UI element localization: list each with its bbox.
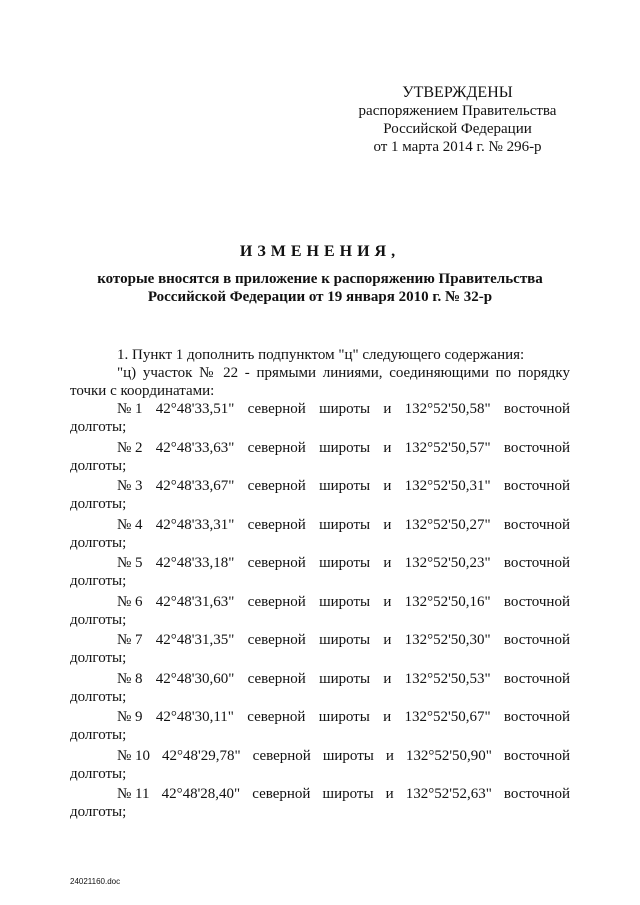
coordinate-item <box>70 400 570 439</box>
intro-paragraph: 1. Пункт 1 дополнить подпунктом "ц" следующего содержания: <box>117 347 525 363</box>
coordinate-tail: долготы; <box>70 496 127 512</box>
latitude-label: широты <box>322 786 374 802</box>
coordinate-tail: долготы; <box>70 534 127 551</box>
latitude-value: 42°48'33,18" <box>155 555 235 571</box>
longitude-word: восточной <box>503 439 570 456</box>
coordinate-line <box>70 593 570 611</box>
coordinate-tail: долготы; <box>70 804 127 820</box>
coordinate-item <box>70 439 570 478</box>
conjunction: и <box>383 516 392 533</box>
document-subtitle <box>70 270 570 306</box>
coordinate-line <box>70 708 570 726</box>
point-number: № 11 <box>117 786 150 802</box>
latitude-label: широты <box>319 632 371 648</box>
latitude-value: 42°48'31,35" <box>155 632 235 648</box>
file-name-footer: 24021160.doc <box>70 877 121 886</box>
coordinate-tail: долготы; <box>70 457 127 474</box>
latitude-word: северной <box>247 516 306 533</box>
latitude-word: северной <box>247 439 306 456</box>
longitude-value: 132°52'50,23" <box>404 555 491 571</box>
subtitle-line-1: которые вносятся в приложение к распоряжению Правительства <box>97 271 543 287</box>
latitude-value: 42°48'29,78" <box>162 747 241 764</box>
point-number: № 4 <box>117 516 143 533</box>
longitude-value: 132°52'50,31" <box>404 478 491 494</box>
point-number: № 6 <box>117 593 143 610</box>
conjunction: и <box>383 593 392 610</box>
longitude-value: 132°52'50,30" <box>404 632 491 648</box>
approval-line-government: Российской Федерации <box>383 121 532 137</box>
point-number: № 9 <box>117 709 143 725</box>
latitude-label: широты <box>319 670 371 687</box>
coordinate-item <box>70 631 570 670</box>
approval-heading: УТВЕРЖДЕНЫ <box>402 84 513 101</box>
longitude-word: восточной <box>503 709 570 725</box>
point-number: № 2 <box>117 439 143 456</box>
latitude-word: северной <box>247 709 306 725</box>
point-number: № 1 <box>117 401 143 417</box>
latitude-value: 42°48'28,40" <box>161 786 241 802</box>
latitude-value: 42°48'33,31" <box>155 516 235 533</box>
latitude-label: широты <box>322 747 374 764</box>
conjunction: и <box>383 555 392 571</box>
latitude-label: широты <box>319 439 371 456</box>
coordinate-item <box>70 670 570 709</box>
latitude-value: 42°48'31,63" <box>155 593 235 610</box>
point-number: № 7 <box>117 632 143 648</box>
coordinate-item <box>70 516 570 555</box>
longitude-word: восточной <box>503 747 570 764</box>
point-number: № 8 <box>117 670 143 687</box>
latitude-word: северной <box>247 593 306 610</box>
coordinate-tail: долготы; <box>70 688 127 705</box>
coordinate-item <box>70 593 570 632</box>
longitude-word: восточной <box>503 401 570 417</box>
approval-line-date: от 1 марта 2014 г. № 296-р <box>373 139 542 155</box>
longitude-value: 132°52'50,67" <box>404 709 491 725</box>
coordinate-tail: долготы; <box>70 727 127 743</box>
conjunction: и <box>383 401 392 417</box>
coordinate-tail: долготы; <box>70 650 127 666</box>
longitude-word: восточной <box>503 632 570 648</box>
latitude-value: 42°48'33,63" <box>155 439 235 456</box>
coordinate-list <box>70 400 570 824</box>
coordinate-item <box>70 785 570 824</box>
coordinate-line <box>70 747 570 765</box>
coordinate-tail: долготы; <box>70 611 127 628</box>
latitude-word: северной <box>247 670 306 687</box>
longitude-value: 132°52'52,63" <box>405 786 492 802</box>
coordinate-item <box>70 554 570 593</box>
longitude-value: 132°52'50,57" <box>404 439 491 456</box>
latitude-word: северной <box>252 747 311 764</box>
coordinate-line <box>70 631 570 649</box>
subtitle-line-2: Российской Федерации от 19 января 2010 г. № 32-р <box>147 289 493 305</box>
latitude-label: широты <box>319 478 371 494</box>
conjunction: и <box>383 632 392 648</box>
coordinate-line <box>70 477 570 495</box>
latitude-label: широты <box>319 401 371 417</box>
latitude-word: северной <box>247 555 306 571</box>
coordinate-item <box>70 747 570 786</box>
longitude-word: восточной <box>503 593 570 610</box>
latitude-label: широты <box>319 555 371 571</box>
coordinate-item <box>70 708 570 747</box>
longitude-value: 132°52'50,90" <box>405 747 492 764</box>
longitude-word: восточной <box>503 786 570 802</box>
longitude-value: 132°52'50,58" <box>404 401 491 417</box>
longitude-word: восточной <box>503 516 570 533</box>
conjunction: и <box>383 670 392 687</box>
longitude-word: восточной <box>503 670 570 687</box>
longitude-value: 132°52'50,27" <box>404 516 491 533</box>
coordinate-item <box>70 477 570 516</box>
latitude-label: широты <box>319 593 371 610</box>
latitude-value: 42°48'33,67" <box>155 478 235 494</box>
document-body <box>70 346 570 824</box>
latitude-word: северной <box>247 632 306 648</box>
coordinate-tail: долготы; <box>70 419 127 435</box>
latitude-label: широты <box>319 516 371 533</box>
coordinate-line <box>70 516 570 534</box>
latitude-word: северной <box>247 401 306 417</box>
approval-line-decree: распоряжением Правительства <box>358 103 557 119</box>
coordinate-line <box>70 670 570 688</box>
conjunction: и <box>385 747 394 764</box>
conjunction: и <box>385 786 394 802</box>
coordinate-tail: долготы; <box>70 573 127 589</box>
longitude-word: восточной <box>503 555 570 571</box>
point-number: № 5 <box>117 555 143 571</box>
coordinate-line <box>70 785 570 803</box>
latitude-word: северной <box>247 478 306 494</box>
latitude-value: 42°48'33,51" <box>155 401 235 417</box>
latitude-value: 42°48'30,11" <box>155 709 234 725</box>
longitude-word: восточной <box>503 478 570 494</box>
coordinate-line <box>70 439 570 457</box>
conjunction: и <box>383 709 392 725</box>
latitude-value: 42°48'30,60" <box>155 670 235 687</box>
longitude-value: 132°52'50,53" <box>404 670 491 687</box>
longitude-value: 132°52'50,16" <box>404 593 491 610</box>
approval-block <box>340 84 575 156</box>
coordinate-tail: долготы; <box>70 765 127 782</box>
conjunction: и <box>383 439 392 456</box>
point-number: № 10 <box>117 747 151 764</box>
coordinate-line <box>70 400 570 418</box>
section-paragraph: "ц) участок № 22 - прямыми линиями, соединяющими по порядку точки с координатами: <box>70 365 570 399</box>
point-number: № 3 <box>117 478 143 494</box>
document-title: ИЗМЕНЕНИЯ, <box>239 243 401 260</box>
conjunction: и <box>383 478 392 494</box>
latitude-label: широты <box>318 709 370 725</box>
coordinate-line <box>70 554 570 572</box>
latitude-word: северной <box>252 786 311 802</box>
